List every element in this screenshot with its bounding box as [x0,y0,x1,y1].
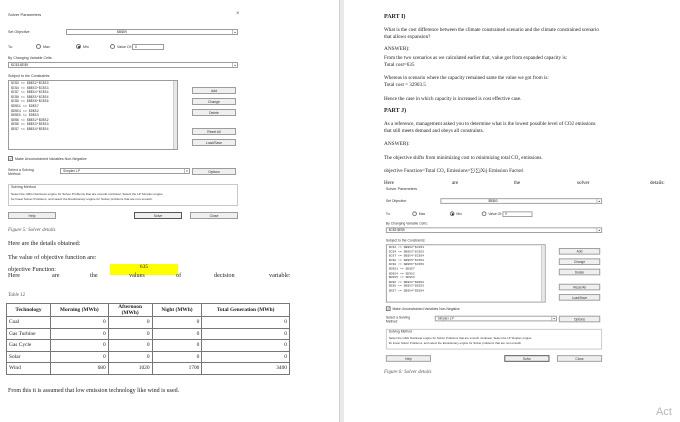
min-radio[interactable] [450,211,455,216]
to-label: To: [385,212,391,217]
solving-method-group-label: Solving Method [11,185,36,189]
reset-all-button[interactable]: Reset All [559,284,600,291]
table-cell: 0 [50,317,108,329]
changing-cells-value: $C$3:$E$9 [388,228,405,233]
table-header: Total Generation (MWh) [202,304,290,317]
table-cell: 3400 [202,363,290,375]
table-row [7,363,290,375]
changing-cells-label: By Changing Variable Cells: [8,56,53,60]
question-text: that allows expansion? [384,34,431,40]
options-button[interactable]: Options [559,316,600,323]
table-cell: Solar [7,351,51,363]
table-cell: 0 [152,340,202,352]
changing-cells-value: $C$3:$E$9 [11,63,28,67]
constraint-item[interactable]: $D$54 <= $D$52 [388,271,415,275]
answer-text: The objective shifts from minimizing cost to minimizing total CO₂ emissions. [384,155,543,161]
table-cell: 1700 [152,363,202,375]
close-button[interactable]: Close [557,355,602,362]
max-radio[interactable] [412,211,417,216]
are-word: are [452,180,459,186]
generation-table [6,303,290,375]
changing-cells-label: By Changing Variable Cells: [385,221,428,226]
constraint-item[interactable]: $D$54 <= $D$52 [11,108,39,113]
answer-text: Total cost = 32903.5 [384,82,426,88]
figure-caption: Figure 5: Solver details [8,228,56,233]
constraint-item[interactable]: $C$4 <= $B$53*$C$53 [11,85,49,90]
solve-button[interactable]: Solve [134,212,182,219]
table-cell: 0 [152,351,202,363]
answer-label: ANSWER): [384,46,410,52]
answer-label: ANSWER): [384,141,410,147]
solving-method-select[interactable] [435,316,557,322]
constraints-list[interactable] [8,80,178,150]
activation-watermark: Act [656,406,672,418]
the-word: the [90,272,98,279]
chevron-down-icon[interactable]: ▾ [184,169,189,173]
table-cell: 1020 [108,363,152,375]
table-cell: 0 [152,317,202,329]
constraint-item[interactable]: $D$6 <= $B$52*$D$52 [388,279,425,284]
constraint-item[interactable]: $D$6 <= $B$52*$D$52 [11,117,49,122]
constraint-item[interactable]: $D$55 <= $D$53 [388,275,415,280]
values-word: values [129,272,145,279]
of-word: of [176,272,182,279]
table-cell: 0 [202,340,290,352]
table-cell: Gas Turbine [7,328,51,340]
solving-method-text: for linear Solver Problems, and select the Evolutionary engine for Solver problems that are non-smooth. [11,197,153,201]
chevron-down-icon[interactable]: ▾ [551,317,556,321]
table-cell: Wind [7,363,51,375]
constraint-item[interactable]: $D$51 <= $D$57 [11,103,39,108]
table-cell: 0 [50,351,108,363]
delete-button[interactable]: Delete [559,269,600,276]
table-cell: Gas Cycle [7,340,51,352]
value-of-radio[interactable] [482,211,487,216]
options-button[interactable]: Options [192,168,236,175]
value-of-label: Value Of: [117,45,132,49]
set-objective-label: Set Objective: [8,30,31,34]
table-row [7,351,290,363]
solving-method-value: Simplex LP [437,316,454,321]
answer-text: Whereas in scenario where the capacity remained same the value we got from is: [384,75,549,81]
details-line: Here are the details obtained: [8,240,81,247]
objective-formula: objective Function=Total CO₂ Emissions=∑i∑jXij·Emission Factori [384,168,524,174]
table-cell: 0 [108,340,152,352]
question-text: As a reference, management asked you to determine what is the lowest possible level of CO2 emissions [384,121,596,127]
the-word: the [514,180,521,186]
unconstrained-label: Make Unconstrained Variables Non-Negative [392,307,460,312]
table-cell: 0 [152,328,202,340]
constraint-item[interactable]: $C$3 <= $B$52*$C$53 [11,81,49,85]
range-picker-icon[interactable]: ▴ [232,30,237,34]
load-save-button[interactable]: Load/Save [559,294,600,301]
range-picker-icon[interactable]: ▴ [596,199,601,203]
unconstrained-label: Make Unconstrained Variables Non-Negative [15,157,87,161]
value-of-value: 0 [135,45,137,49]
constraint-item[interactable]: $C$3 <= $B$52*$C$53 [388,245,425,249]
part-j-heading: PART J) [384,108,407,114]
answer-text: Total cost=635 [384,62,415,68]
changing-cells-field[interactable] [386,227,602,233]
table-cell: 0 [108,317,152,329]
constraint-item[interactable]: $C$8 <= $B$55*$C$54 [388,258,425,262]
figure-caption: Figure 6: Solver details [384,370,432,375]
table-cell: 0 [50,328,108,340]
answer-text: Hence the case in which capacity is increased is cost effective case. [384,96,522,102]
table-cell: 0 [202,351,290,363]
table-header: Morning (MWh) [50,304,108,317]
table-header: Technology [7,304,51,317]
table-row [7,340,290,352]
right-page [344,0,680,422]
to-label: To: [8,45,13,49]
set-objective-label: Set Objective: [385,199,407,203]
solver-dialog-right [384,186,608,389]
decision-word: decision [214,272,235,279]
add-button[interactable]: Add [559,248,600,255]
set-objective-field[interactable] [440,198,602,204]
constraint-item[interactable]: $C$8 <= $B$55*$C$54 [11,94,49,99]
question-text: that still meets demand and obeys all constraints. [384,128,484,134]
constraint-item[interactable]: $E$7 <= $B$54*$E$54 [11,126,49,131]
constraint-item[interactable]: $C$7 <= $B$54*$C$54 [11,90,49,95]
set-objective-value: $B$60 [488,199,498,203]
table-cell: 680 [50,363,108,375]
constraints-scrollbar[interactable] [541,245,545,301]
change-button[interactable]: Change [559,258,600,265]
table-row [7,328,290,340]
objective-value: 635 [139,264,149,270]
table-header-row [7,304,290,317]
solving-method-label: Select a Solving Method: [8,168,34,177]
table-caption: Table 12 [8,293,26,298]
range-picker-icon[interactable]: ▴ [232,63,237,67]
change-button[interactable]: Change [192,98,236,105]
solving-method-value: Simplex LP [63,169,81,173]
max-label: Max [418,212,426,217]
constraint-item[interactable]: $E$6 <= $B$53*$E$53 [388,284,425,288]
table-cell: Coal [7,317,51,329]
table-cell: 0 [202,328,290,340]
value-of-field[interactable] [132,44,164,50]
conclusion-text: From this it is assumed that low emission technology like wind is used. [8,388,180,394]
solving-method-group-label: Solving Method [388,329,412,334]
solver-word: solver [577,180,590,186]
max-label: Max [43,45,50,49]
answer-text: From the two scenarios as we calculated earlier that, value got from expanded capacity is: [384,55,568,61]
constraint-item[interactable]: $E$7 <= $B$54*$E$54 [388,288,425,293]
details-word: details: [650,180,665,186]
dialog-title: Solver Parameters [385,186,418,191]
constraint-item[interactable]: $E$6 <= $B$53*$E$53 [11,122,49,127]
solver-dialog-left [6,12,244,228]
constraints-label: Subject to the Constraints: [385,238,426,243]
load-save-button[interactable]: Load/Save [192,139,236,146]
dialog-title: Solver Parameters [8,12,42,17]
close-icon[interactable]: × [236,11,240,17]
reset-all-button[interactable]: Reset All [192,128,236,135]
objective-label: objective Function: [8,266,56,273]
help-button[interactable]: Help [8,212,56,219]
part-i-heading: PART I) [384,14,406,20]
solving-method-text: Select the GRG Nonlinear engine for Solver Problems that are smooth nonlinear. Select the LP Simplex engine [11,192,163,196]
table-cell: 0 [202,317,290,329]
table-header: Night (MWh) [152,304,202,317]
max-radio[interactable] [36,44,41,49]
solving-method-label: Select a Solving Method: [385,315,411,324]
set-objective-value: $B$59 [117,30,127,34]
min-radio[interactable] [76,44,81,49]
constraints-label: Subject to the Constraints: [8,74,51,78]
variable-word: variable: [269,272,291,279]
solving-method-text: for linear Solver Problems, and select the Evolutionary engine for Solver problems that are non-smooth. [388,341,522,345]
constraints-list[interactable] [386,244,546,302]
range-picker-icon[interactable]: ▴ [596,228,601,232]
value-of-radio[interactable] [110,44,115,49]
close-button[interactable]: Close [190,212,238,219]
changing-cells-field[interactable] [8,62,238,68]
table-cell: 0 [108,328,152,340]
min-label: Min [83,45,89,49]
help-button[interactable]: Help [386,355,431,362]
constraint-item[interactable]: $C$7 <= $B$54*$C$54 [388,253,425,258]
constraint-item[interactable]: $C$9 <= $B$56*$C$56 [388,262,425,267]
set-objective-field[interactable] [66,29,238,35]
solving-method-text: Select the GRG Nonlinear engine for Solver Problems that are smooth nonlinear. Select the LP Simplex engine [388,336,532,341]
solving-method-select[interactable] [60,168,190,174]
constraint-item[interactable]: $C$4 <= $B$53*$C$53 [388,249,425,254]
delete-button[interactable]: Delete [192,109,236,116]
value-of-field[interactable] [502,211,532,217]
here-word: Here [8,272,21,279]
value-of-value: 0 [505,212,508,217]
unconstrained-checkbox[interactable]: ✓ [9,156,13,161]
are-word: are [52,272,60,279]
question-text: What is the cost difference between the climate constrained scenario and the climate constrained scenario [384,27,599,33]
table-cell: 0 [108,351,152,363]
here-word: Here [384,180,394,186]
table-row [7,317,290,329]
min-label: Min [456,212,462,217]
table-cell: 0 [50,340,108,352]
objective-intro: The value of objective function are: [8,254,97,261]
constraint-item[interactable]: $C$9 <= $B$56*$C$56 [11,99,49,104]
add-button[interactable]: Add [192,87,236,94]
constraint-item[interactable]: $D$51 <= $D$57 [388,266,415,271]
constraint-item[interactable]: $D$55 <= $D$53 [11,113,39,118]
unconstrained-checkbox[interactable]: ✓ [386,306,390,312]
solve-button[interactable]: Solve [504,355,549,362]
constraints-scrollbar[interactable] [173,81,177,149]
value-of-label: Value Of: [488,212,503,217]
table-header: Afternoon (MWh) [108,304,152,317]
